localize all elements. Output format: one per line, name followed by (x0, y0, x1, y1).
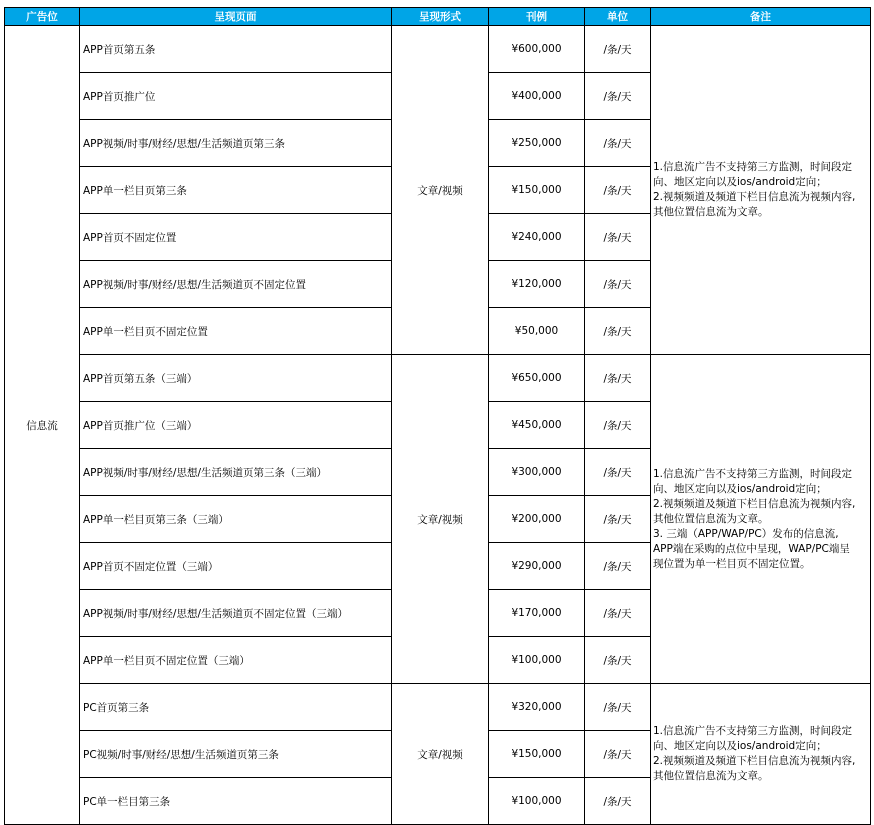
page-cell: APP单一栏目页第三条（三端） (80, 496, 392, 543)
header-row (5, 8, 871, 26)
header-position: 广告位 (5, 8, 80, 26)
form-cell: 文章/视频 (392, 355, 489, 684)
page-cell: APP首页第五条 (80, 26, 392, 73)
price-cell: ¥120,000 (489, 261, 585, 308)
price-cell: ¥400,000 (489, 73, 585, 120)
header-price: 刊例 (489, 8, 585, 26)
note-line: 其他位置信息流为文章。 (653, 512, 769, 525)
price-cell: ¥50,000 (489, 308, 585, 355)
note-line: 2.视频频道及频道下栏目信息流为视频内容, (653, 755, 856, 767)
page-cell: APP单一栏目页不固定位置 (80, 308, 392, 355)
page-cell: APP视频/时事/财经/思想/生活频道页不固定位置 (80, 261, 392, 308)
price-cell: ¥150,000 (489, 167, 585, 214)
page-cell: PC首页第三条 (80, 684, 392, 731)
note-line: 1.信息流广告不支持第三方监测，时间段定 (653, 161, 853, 173)
table-row (5, 684, 871, 731)
price-cell: ¥650,000 (489, 355, 585, 402)
note-line: 其他位置信息流为文章。 (653, 770, 769, 782)
header-note: 备注 (651, 8, 871, 26)
page-cell: APP视频/时事/财经/思想/生活频道页第三条 (80, 120, 392, 167)
price-cell: ¥320,000 (489, 684, 585, 731)
price-cell: ¥240,000 (489, 214, 585, 261)
page-cell: APP首页不固定位置 (80, 214, 392, 261)
note-line: 1.信息流广告不支持第三方监测，时间段定 (653, 725, 853, 737)
page-cell: APP首页推广位（三端） (80, 402, 392, 449)
note-line: APP端在采购的点位中呈现，WAP/PC端呈 (653, 542, 850, 555)
price-cell: ¥100,000 (489, 637, 585, 684)
note-line: 向、地区定向以及ios/android定向； (653, 176, 827, 188)
form-cell: 文章/视频 (392, 26, 489, 355)
unit-cell: /条/天 (585, 684, 651, 731)
price-cell: ¥200,000 (489, 496, 585, 543)
table-row (5, 355, 871, 402)
unit-cell: /条/天 (585, 778, 651, 825)
price-cell: ¥100,000 (489, 778, 585, 825)
page-cell: APP视频/时事/财经/思想/生活频道页不固定位置（三端） (80, 590, 392, 637)
note-line: 向、地区定向以及ios/android定向； (653, 740, 827, 752)
note-line: 2.视频频道及频道下栏目信息流为视频内容, (653, 191, 856, 203)
page-cell: APP首页不固定位置（三端） (80, 543, 392, 590)
ad-position-cell: 信息流 (5, 26, 80, 825)
unit-cell: /条/天 (585, 73, 651, 120)
note-cell (651, 355, 871, 684)
unit-cell: /条/天 (585, 449, 651, 496)
page-cell: PC视频/时事/财经/思想/生活频道页第三条 (80, 731, 392, 778)
unit-cell: /条/天 (585, 214, 651, 261)
unit-cell: /条/天 (585, 590, 651, 637)
page-cell: PC单一栏目第三条 (80, 778, 392, 825)
note-line: 现位置为单一栏目页不固定位置。 (653, 557, 811, 570)
unit-cell: /条/天 (585, 308, 651, 355)
page-cell: APP单一栏目页第三条 (80, 167, 392, 214)
unit-cell: /条/天 (585, 26, 651, 73)
page-cell: APP视频/时事/财经/思想/生活频道页第三条（三端） (80, 449, 392, 496)
note-line: 其他位置信息流为文章。 (653, 206, 769, 218)
note-line: 1.信息流广告不支持第三方监测，时间段定 (653, 467, 853, 480)
unit-cell: /条/天 (585, 355, 651, 402)
page-cell: APP单一栏目页不固定位置（三端） (80, 637, 392, 684)
unit-cell: /条/天 (585, 402, 651, 449)
note-cell (651, 684, 871, 825)
header-unit: 单位 (585, 8, 651, 26)
page-cell: APP首页推广位 (80, 73, 392, 120)
price-cell: ¥600,000 (489, 26, 585, 73)
price-cell: ¥300,000 (489, 449, 585, 496)
header-page: 呈现页面 (80, 8, 392, 26)
unit-cell: /条/天 (585, 543, 651, 590)
table-row (5, 26, 871, 73)
price-cell: ¥290,000 (489, 543, 585, 590)
unit-cell: /条/天 (585, 637, 651, 684)
page-cell: APP首页第五条（三端） (80, 355, 392, 402)
pricing-table (4, 7, 871, 825)
form-cell: 文章/视频 (392, 684, 489, 825)
price-cell: ¥250,000 (489, 120, 585, 167)
price-cell: ¥150,000 (489, 731, 585, 778)
price-cell: ¥170,000 (489, 590, 585, 637)
unit-cell: /条/天 (585, 731, 651, 778)
header-form: 呈现形式 (392, 8, 489, 26)
note-line: 向、地区定向以及ios/android定向； (653, 482, 827, 495)
unit-cell: /条/天 (585, 167, 651, 214)
unit-cell: /条/天 (585, 120, 651, 167)
price-cell: ¥450,000 (489, 402, 585, 449)
note-cell (651, 26, 871, 355)
note-line: 3. 三端（APP/WAP/PC）发布的信息流, (653, 527, 839, 540)
note-line: 2.视频频道及频道下栏目信息流为视频内容, (653, 497, 856, 510)
unit-cell: /条/天 (585, 496, 651, 543)
table-body (5, 26, 871, 825)
unit-cell: /条/天 (585, 261, 651, 308)
